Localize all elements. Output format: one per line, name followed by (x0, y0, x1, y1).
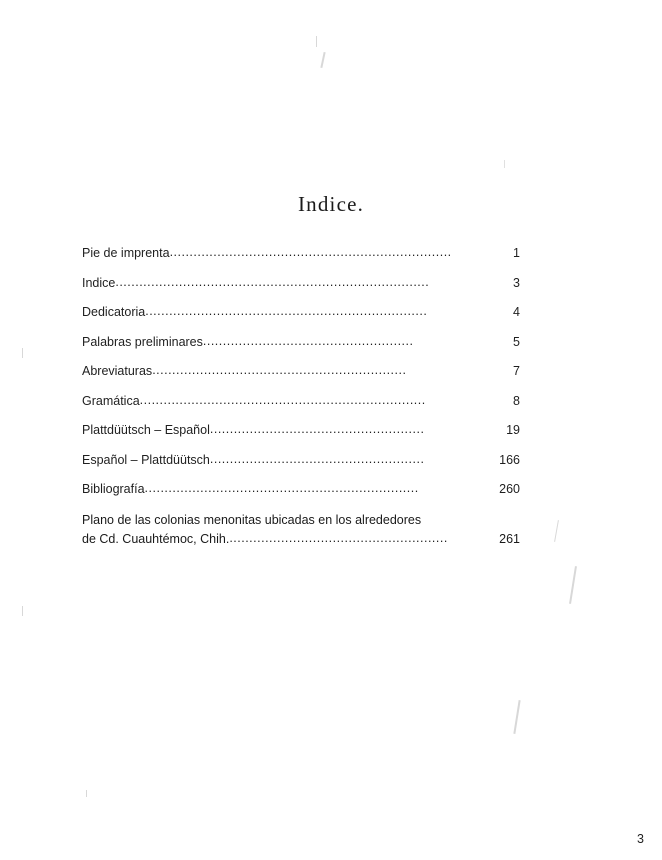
toc-entry-page: 7 (513, 364, 520, 378)
toc-entry[interactable] (82, 245, 520, 261)
toc-leader: ..................................................................... (144, 481, 419, 495)
toc-entry-label: Bibliografía (82, 482, 145, 496)
toc-leader: ........................................................................ (139, 392, 426, 407)
toc-entry[interactable] (82, 334, 520, 350)
toc-entry-label: Palabras preliminares (82, 334, 203, 349)
toc-entry-page: 5 (513, 334, 520, 349)
toc-leader: ................................................................ (152, 363, 407, 377)
scan-speck (320, 52, 325, 68)
toc-entry-page: 19 (506, 423, 520, 437)
page-folio: 3 (637, 832, 644, 846)
toc-entry-label-line2: de Cd. Cuauhtémoc, Chih. (82, 531, 230, 546)
toc-entry-label-line1: Plano de las colonias menonitas ubicadas en los alrededores (82, 512, 422, 527)
toc-entry[interactable] (82, 481, 520, 497)
scan-speck (22, 606, 23, 616)
toc-entry-page: 260 (499, 482, 520, 496)
scan-speck (22, 348, 23, 358)
scan-speck (569, 566, 577, 604)
toc-entry-label: Indice (82, 275, 116, 290)
toc-entry[interactable] (82, 304, 520, 320)
toc-leader: ....................................................... (229, 530, 448, 545)
toc-entry[interactable] (82, 363, 520, 379)
toc-leader: ..................................................... (202, 333, 414, 348)
scan-speck (513, 700, 520, 734)
toc-leader: ....................................................................... (169, 245, 452, 259)
toc-entry[interactable] (82, 422, 520, 438)
toc-entry-page: 8 (513, 393, 520, 408)
table-of-contents (82, 245, 520, 548)
toc-entry-page: 3 (513, 275, 520, 290)
toc-entry-label: Español – Plattdüütsch (82, 452, 210, 467)
toc-entry-page: 4 (513, 305, 520, 319)
toc-entry-label: Gramática (82, 393, 140, 408)
toc-leader: ....................................................................... (145, 304, 428, 318)
scan-speck (504, 160, 505, 168)
toc-entry-label: Dedicatoria (82, 305, 146, 319)
toc-leader: ...................................................... (209, 451, 425, 466)
toc-entry[interactable] (82, 511, 520, 548)
scan-speck (316, 36, 317, 47)
toc-entry[interactable] (82, 393, 520, 409)
toc-entry-page: 261 (499, 531, 520, 546)
toc-entry-label: Pie de imprenta (82, 246, 170, 260)
toc-leader: ...................................................... (209, 422, 425, 436)
scan-speck (554, 520, 559, 542)
toc-entry-page: 1 (513, 246, 520, 260)
toc-entry[interactable] (82, 452, 520, 468)
toc-entry-label: Plattdüütsch – Español (82, 423, 210, 437)
toc-entry[interactable] (82, 275, 520, 291)
toc-leader: ............................................................................... (115, 274, 430, 289)
toc-entry-label: Abreviaturas (82, 364, 153, 378)
page-title: Indice. (297, 192, 365, 216)
toc-entry-page: 166 (499, 452, 520, 467)
scan-speck (86, 790, 87, 797)
